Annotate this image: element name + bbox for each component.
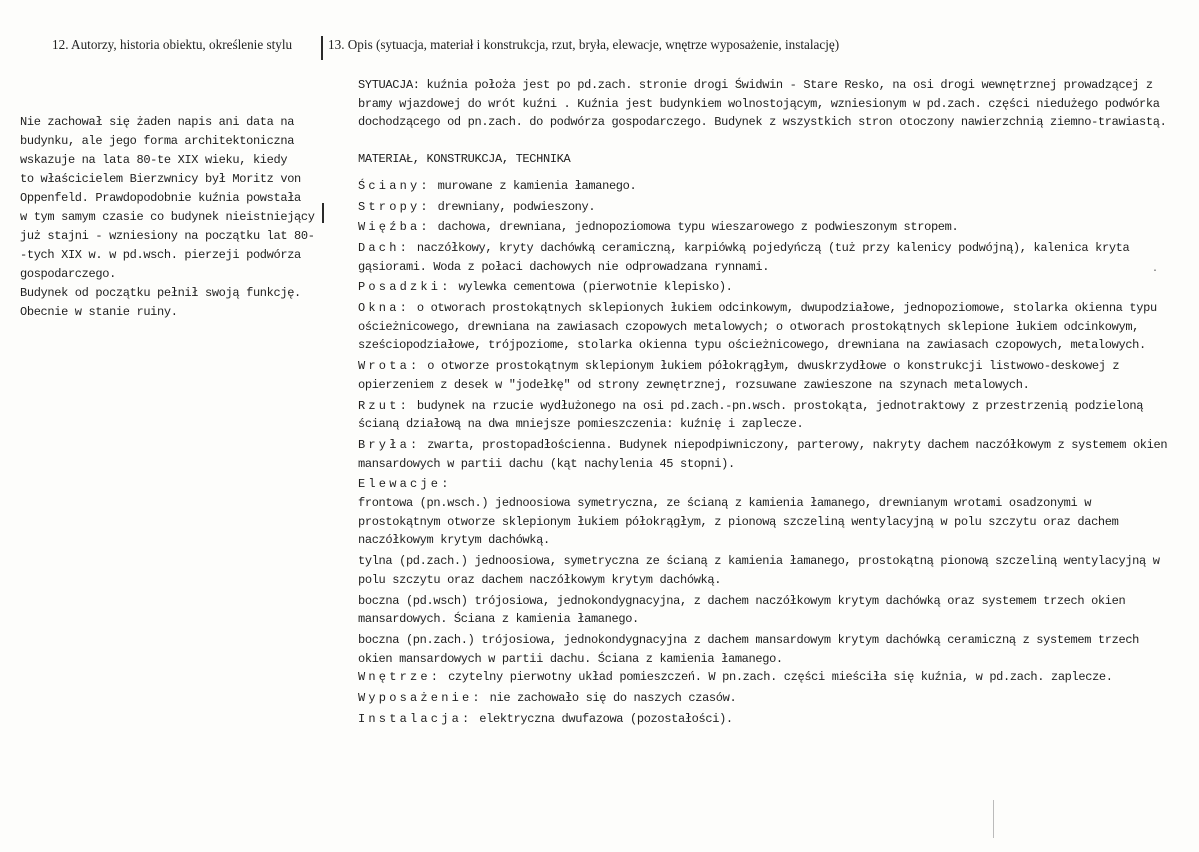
situation-paragraph: SYTUACJA: kuźnia położa jest po pd.zach. stronie drogi Świdwin - Stare Resko, na osi drogi wewnętrznej prowadzącej z bramy wjazdowej do wrót kuźni . Kuźnia jest budynkiem wolnostojącym, wzniesionym w pd.zach. części niedużego podwórka dochodzącego od pn.zach. do podwórza gospodarczego. Budynek z wszystkich stron otoczony nawierzchnią ziemno-trawiastą. <box>358 78 1167 130</box>
item-text: czytelny pierwotny układ pomieszczeń. W pn.zach. części mieściła się kuźnia, w pd.zach. zaplecze. <box>441 670 1113 685</box>
section-13-heading: 13. Opis (sytuacja, materiał i konstrukcja, rzut, bryła, elewacje, wnętrze wyposażenie, instalację) <box>328 37 840 52</box>
item-windows <box>358 299 1176 355</box>
item-text: o otworach prostokątnych sklepionych łukiem odcinkowym, dwupodziałowe, jednopoziomowe, stolarka okienna typu ościeżnicowego, drewniana na zawiasach czopowych metalowych; o otworach prostokątnych sklepione łukiem odcinkowym, sześciopodziałowe, trójpoziome, stolarka okienna typu ościeżnicowego, drewniana na zawiasach czopowych, metalowych. <box>358 301 1157 353</box>
column-divider-fragment <box>322 203 324 223</box>
item-text: budynek na rzucie wydłużonego na osi pd.zach.-pn.wsch. prostokąta, jednotraktowy z przestrzenią podzieloną ścianą działową na dwa mniejsze pomieszczenia: kuźnię i zaplecze. <box>358 398 1144 432</box>
elevation-side-southeast: boczna (pd.wsch) trójosiowa, jednokondygnacyjna, z dachem naczółkowym krytym dachówką oraz systemem trzech okien mansardowych. Ściana z kamienia łamanego. <box>358 593 1126 627</box>
item-text: o otworze prostokątnym sklepionym łukiem półokrągłym, dwuskrzydłowe o konstrukcji listwowo-deskowej z opierzeniem z desek w "jodełkę" od strony zewnętrznej, rozsuwane zawieszone na szynach metalowych. <box>358 359 1120 392</box>
column-divider <box>321 36 323 60</box>
item-text: elektryczna dwufazowa (pozostałości). <box>472 711 733 726</box>
item-roof <box>358 239 1176 276</box>
item-label: Więźba: <box>358 220 431 235</box>
elevation-side-northwest: boczna (pn.zach.) trójosiowa, jednokondygnacyjna z dachem mansardowym krytym dachówką ceramiczną z systemem trzech okien mansardowych w partii dachu. Ściana z kamienia łamanego. <box>358 632 1140 666</box>
item-label: Stropy: <box>358 199 431 214</box>
elevation-rear: tylna (pd.zach.) jednoosiowa, symetryczna ze ścianą z kamienia łamanego, prostokątną pionową szczeliną wentylacyjną w polu szczytu oraz dachem naczółkowym krytym dachówką. <box>358 554 1160 587</box>
item-label: Wnętrze: <box>358 670 442 685</box>
stray-line <box>993 800 994 838</box>
item-label: Bryła: <box>358 437 421 452</box>
item-mass <box>358 436 1176 473</box>
item-text: nie zachowało się do naszych czasów. <box>482 691 737 706</box>
material-heading: MATERIAŁ, KONSTRUKCJA, TECHNIKA <box>358 152 571 167</box>
item-text: dachowa, drewniana, jednopoziomowa typu wieszarowego z podwieszonym stropem. <box>430 220 959 235</box>
item-text: naczółkowy, kryty dachówką ceramiczną, karpiówką pojedyńczą (tuż przy kalenicy podwójną), kalenica kryta gąsiorami. Woda z połaci dachowych nie odprowadzana rynnami. <box>358 240 1130 274</box>
item-installation <box>358 710 1176 729</box>
section-12-heading: 12. Autorzy, historia obiektu, określenie stylu <box>52 37 293 52</box>
elevation-front: frontowa (pn.wsch.) jednoosiowa symetryczna, ze ścianą z kamienia łamanego, drewnianym wrotami osadzonymi w prostokątnym otworze sklepionym łukiem półokrągłym, z pionową szczeliną wentylacyjną w polu szczytu oraz dachem naczółkowym krytym dachówką. <box>358 496 1119 548</box>
item-label: Wyposażenie: <box>358 691 483 706</box>
item-text: murowane z kamienia łamanego. <box>430 178 637 193</box>
description-column <box>358 76 1176 729</box>
item-label: Ściany: <box>358 178 431 193</box>
item-interior <box>358 668 1176 687</box>
item-plan <box>358 397 1176 434</box>
item-label: Wrota: <box>358 359 421 374</box>
item-text: zwarta, prostopadłościenna. Budynek niepodpiwniczony, parterowy, nakryty dachem naczółkowym z systemem okien mansardowych w partii dachu (kąt nachylenia 45 stopni). <box>358 437 1168 471</box>
item-label: Rzut: <box>358 398 411 413</box>
item-text: wylewka cementowa (pierwotnie klepisko). <box>451 280 733 295</box>
authors-history-text: Nie zachował się żaden napis ani data na budynku, ale jego forma architektoniczna wskazuje na lata 80-te XIX wieku, kiedy to właścicielem Bierzwnicy był Moritz von Oppenfeld. Prawdopodobnie kuźnia powstała w tym samym czasie co budynek nieistniejący już stajni - wzniesiony na początku lat 80- -tych XIX w. w pd.wsch. pierzeji podwórza gospodarczego. Budynek od początku pełnił swoją funkcję. Obecnie w stanie ruiny. <box>20 115 315 319</box>
item-floors <box>358 278 1176 297</box>
elevations-heading: Elewacje: <box>358 477 452 492</box>
item-walls <box>358 177 1176 196</box>
stray-mark: · <box>1152 266 1159 277</box>
item-label: Posadzki: <box>358 280 452 295</box>
item-ceilings <box>358 198 1176 217</box>
item-gates <box>358 357 1176 394</box>
item-text: drewniany, podwieszony. <box>430 199 596 214</box>
item-label: Instalacja: <box>358 711 473 726</box>
item-label: Dach: <box>358 240 411 255</box>
item-truss <box>358 218 1176 237</box>
item-equipment <box>358 689 1176 708</box>
item-label: Okna: <box>358 301 411 316</box>
